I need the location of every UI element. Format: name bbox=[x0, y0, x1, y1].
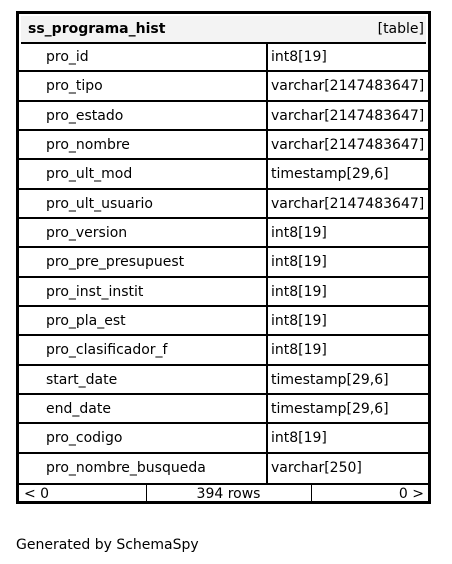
column-row[interactable] bbox=[19, 43, 428, 72]
column-divider bbox=[266, 43, 268, 483]
column-row[interactable] bbox=[19, 102, 428, 131]
parents-count[interactable]: < 0 bbox=[24, 486, 50, 502]
column-type: int8[19] bbox=[271, 224, 327, 241]
table-header bbox=[21, 16, 426, 44]
column-type: int8[19] bbox=[271, 312, 327, 329]
column-name: pro_codigo bbox=[46, 430, 123, 447]
column-type: varchar[2147483647] bbox=[271, 195, 425, 212]
column-row[interactable] bbox=[19, 366, 428, 395]
column-type: timestamp[29,6] bbox=[271, 166, 389, 183]
column-type: timestamp[29,6] bbox=[271, 400, 389, 417]
column-row[interactable] bbox=[19, 190, 428, 219]
column-row[interactable] bbox=[19, 307, 428, 336]
generator-credit: Generated by SchemaSpy bbox=[16, 537, 199, 553]
children-count[interactable]: 0 > bbox=[398, 486, 424, 502]
column-name: end_date bbox=[46, 400, 111, 417]
column-name: pro_tipo bbox=[46, 78, 103, 95]
column-name: pro_ult_usuario bbox=[46, 195, 153, 212]
column-row[interactable] bbox=[19, 424, 428, 453]
column-name: pro_pla_est bbox=[46, 312, 126, 329]
footer-divider bbox=[311, 485, 312, 504]
column-row[interactable] bbox=[19, 454, 428, 483]
column-name: pro_inst_instit bbox=[46, 283, 144, 300]
column-name: pro_pre_presupuest bbox=[46, 254, 185, 271]
column-name: pro_nombre_busqueda bbox=[46, 459, 206, 476]
column-name: pro_id bbox=[46, 49, 89, 65]
column-row[interactable] bbox=[19, 72, 428, 101]
column-name: start_date bbox=[46, 371, 118, 388]
column-type: varchar[250] bbox=[271, 459, 362, 476]
column-list bbox=[19, 43, 428, 483]
column-name: pro_estado bbox=[46, 107, 124, 124]
column-name: pro_clasificador_f bbox=[46, 342, 168, 359]
column-type: int8[19] bbox=[271, 283, 327, 300]
column-row[interactable] bbox=[19, 248, 428, 277]
column-row[interactable] bbox=[19, 160, 428, 189]
table-node[interactable] bbox=[16, 11, 431, 504]
column-row[interactable] bbox=[19, 336, 428, 365]
column-row[interactable] bbox=[19, 278, 428, 307]
column-row[interactable] bbox=[19, 219, 428, 248]
row-count: 394 rows bbox=[196, 486, 261, 502]
table-kind: [table] bbox=[377, 21, 424, 37]
column-name: pro_nombre bbox=[46, 136, 130, 153]
column-row[interactable] bbox=[19, 395, 428, 424]
column-name: pro_version bbox=[46, 224, 128, 241]
column-type: varchar[2147483647] bbox=[271, 78, 425, 95]
column-type: varchar[2147483647] bbox=[271, 136, 425, 153]
column-type: timestamp[29,6] bbox=[271, 371, 389, 388]
column-type: int8[19] bbox=[271, 49, 327, 65]
column-type: int8[19] bbox=[271, 430, 327, 447]
column-type: varchar[2147483647] bbox=[271, 107, 425, 124]
table-name: ss_programa_hist bbox=[28, 21, 166, 37]
column-type: int8[19] bbox=[271, 342, 327, 359]
column-name: pro_ult_mod bbox=[46, 166, 133, 183]
column-row[interactable] bbox=[19, 131, 428, 160]
column-type: int8[19] bbox=[271, 254, 327, 271]
table-footer bbox=[19, 483, 428, 504]
